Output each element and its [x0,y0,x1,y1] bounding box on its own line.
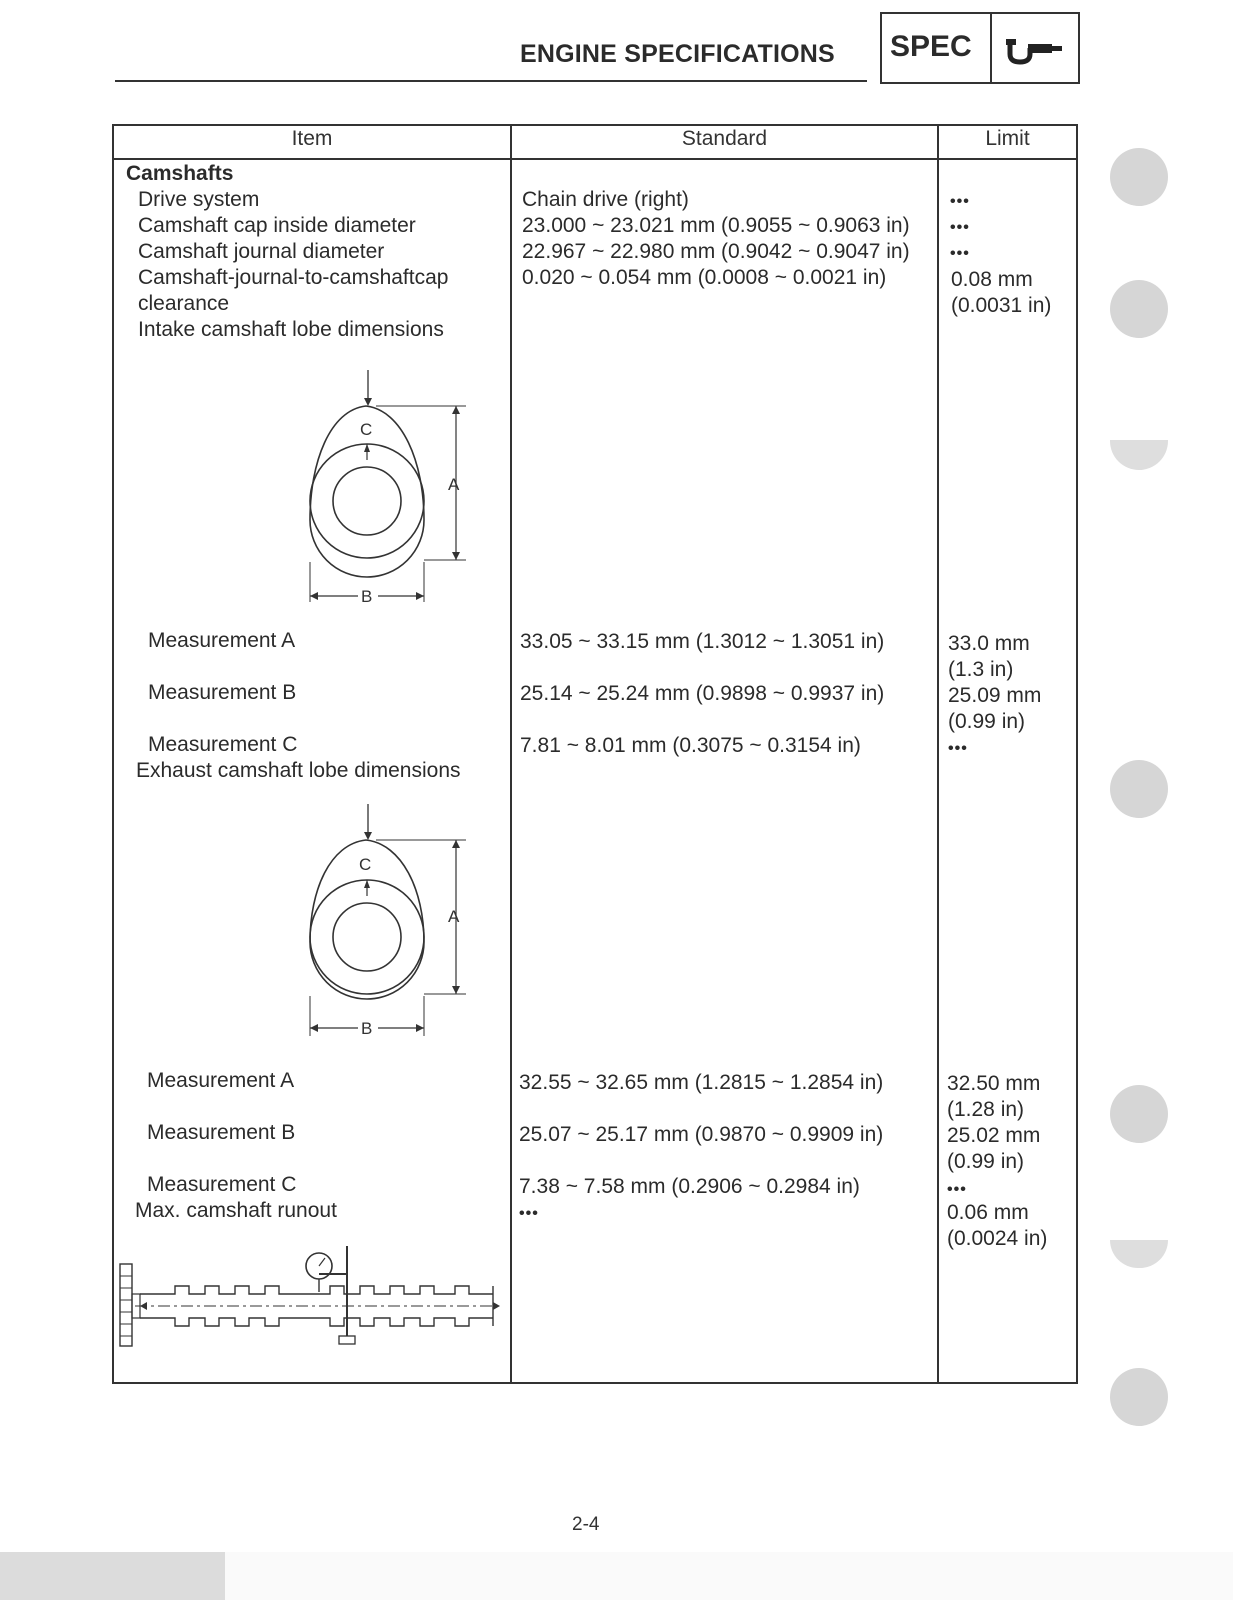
intake-heading: Intake camshaft lobe dimensions [138,318,444,341]
intake-measurement-limit-continued: (0.99 in) [948,710,1026,733]
exhaust-measurement-limit: 32.50 mm [947,1072,1041,1095]
row-item: Camshaft-journal-to-camshaftcap [138,266,449,289]
exhaust-label-b: B [361,1019,373,1038]
column-header-standard: Standard [681,127,768,150]
binding-mark [1110,440,1168,470]
badge-divider [990,14,992,84]
row-item: Drive system [138,188,260,211]
exhaust-measurement-standard: 25.07 ~ 25.17 mm (0.9870 ~ 0.9909 in) [519,1123,884,1146]
row-standard: 23.000 ~ 23.021 mm (0.9055 ~ 0.9063 in) [522,214,910,237]
row-standard: 0.020 ~ 0.054 mm (0.0008 ~ 0.0021 in) [522,266,887,289]
intake-measurement-item: Measurement B [148,681,297,704]
binding-mark [1110,148,1168,206]
spec-badge [880,12,1080,84]
exhaust-measurement-item: Measurement A [147,1069,295,1092]
binding-mark [1110,1240,1168,1268]
page-title: ENGINE SPECIFICATIONS [520,40,835,68]
intake-label-b: B [361,587,373,606]
column-divider-standard [510,124,512,1384]
exhaust-lobe-diagram [290,800,490,1050]
exhaust-measurement-item: Measurement B [147,1121,296,1144]
row-limit: 0.08 mm [951,268,1033,291]
runout-item: Max. camshaft runout [135,1199,337,1222]
intake-measurement-limit-continued: (1.3 in) [948,658,1014,681]
binding-mark [1110,1368,1168,1426]
exhaust-label-c: C [359,855,372,874]
exhaust-measurement-standard: 7.38 ~ 7.58 mm (0.2906 ~ 0.2984 in) [519,1175,860,1198]
intake-measurement-standard: 25.14 ~ 25.24 mm (0.9898 ~ 0.9937 in) [520,682,885,705]
column-header-item: Item [291,127,333,150]
row-limit-continued: (0.0031 in) [951,294,1052,317]
intake-measurement-limit: 25.09 mm [948,684,1042,707]
runout-standard: ••• [519,1205,539,1222]
title-rule [115,80,867,82]
micrometer-icon [1004,36,1064,66]
intake-label-c: C [360,420,373,439]
intake-lobe-diagram [290,362,490,612]
column-divider-limit [937,124,939,1384]
row-standard: Chain drive (right) [522,188,689,211]
binding-mark [1110,760,1168,818]
exhaust-measurement-limit-continued: (0.99 in) [947,1150,1025,1173]
row-item: Camshaft journal diameter [138,240,385,263]
intake-measurement-standard: 33.05 ~ 33.15 mm (1.3012 ~ 1.3051 in) [520,630,885,653]
spec-badge-label: SPEC [890,30,972,63]
section-title: Camshafts [126,162,234,185]
binding-mark [1110,280,1168,338]
binding-mark [1110,1085,1168,1143]
column-header-limit: Limit [985,127,1030,150]
intake-measurement-item: Measurement C [148,733,298,756]
row-item: Camshaft cap inside diameter [138,214,416,237]
row-limit: ••• [950,219,970,236]
exhaust-measurement-limit: 25.02 mm [947,1124,1041,1147]
exhaust-measurement-limit: ••• [947,1181,967,1198]
header-rule [114,158,1076,160]
camshaft-runout-diagram [115,1236,510,1376]
scan-edge-shadow [0,1552,225,1600]
exhaust-measurement-limit-continued: (1.28 in) [947,1098,1025,1121]
intake-label-a: A [448,475,460,494]
exhaust-measurement-standard: 32.55 ~ 32.65 mm (1.2815 ~ 1.2854 in) [519,1071,884,1094]
runout-limit-continued: (0.0024 in) [947,1227,1048,1250]
row-item-continued: clearance [138,292,230,315]
row-limit: ••• [950,193,970,210]
row-limit: ••• [950,245,970,262]
intake-measurement-standard: 7.81 ~ 8.01 mm (0.3075 ~ 0.3154 in) [520,734,861,757]
row-standard: 22.967 ~ 22.980 mm (0.9042 ~ 0.9047 in) [522,240,910,263]
intake-measurement-limit: 33.0 mm [948,632,1030,655]
exhaust-heading: Exhaust camshaft lobe dimensions [136,759,461,782]
intake-measurement-item: Measurement A [148,629,296,652]
page-number: 2-4 [572,1514,600,1535]
intake-measurement-limit: ••• [948,740,968,757]
exhaust-measurement-item: Measurement C [147,1173,297,1196]
runout-limit: 0.06 mm [947,1201,1029,1224]
exhaust-label-a: A [448,907,460,926]
